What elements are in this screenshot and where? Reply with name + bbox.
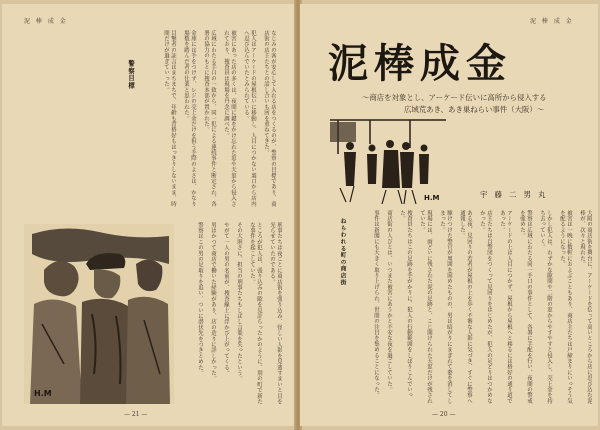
text-columns	[322, 210, 592, 404]
paragraph: 目撃者の証言はまちまちで、年齢も背格好もはっきりしないまま、時間だけが過ぎていった。	[163, 30, 176, 207]
paragraph: 事件は新聞にも大きく取り上げられ、世間の注目を集めることになった。	[373, 210, 379, 399]
paragraph: 刑事たちは夜ごとに商店街を張り込み、怪しい人影を見逃すまいと目を光らせていたのである。	[269, 222, 282, 405]
detectives-illustration	[24, 224, 174, 404]
paragraph: 犯人はアーケードの屋根伝いに移動し、人目につかない裏口から店内へ忍び込んでいたとみられている。	[243, 30, 256, 207]
page-number: — 20 —	[432, 411, 456, 418]
text-column-upper	[18, 30, 276, 212]
paragraph: 警察はこの男の足取りを追い、ついに潜伏先をつきとめた。	[197, 222, 203, 376]
subtitle-line-1: 〜商店を対象とし、アーケード伝いに高所から侵入する	[362, 93, 547, 102]
paragraph: ある夜、見回りの若者が屋根の上を歩く不審な人影に気づき、すぐに警察へ通報した。	[459, 210, 472, 404]
paragraph: 男はかつて商店で働いた経験があり、店の造りに詳しかった。	[210, 222, 216, 382]
section-heading: ねらわれる町の商店街	[339, 218, 345, 286]
paragraph: 警察は広域にわたる同一手口の事件として、各署に手配を行い、夜間の警戒を強めた。	[519, 210, 532, 404]
left-page	[2, 4, 297, 426]
right-page	[300, 4, 598, 426]
paragraph: ところが犯人は、張り込みの隙を見計らったかのように、別の町で新たな事件を起こしていた。	[249, 222, 262, 405]
paragraph: アーケードの上は人目につかず、屋根から屋根へと移るには格好の通り道であった。	[499, 210, 512, 404]
paragraph: 店主たちは自警団をつくって見回りをはじめたが、犯人の足どりはつかめなかった。	[479, 210, 492, 404]
subtitle-line-2: 広域荒あき、あき巣ねらい事件（大阪）〜	[404, 105, 545, 114]
paragraph: 駆けつけた警官が周囲を固めたものの、男は暗がりにまぎれて姿を消してしまった。	[439, 210, 452, 404]
illustration-signature: H.M	[424, 194, 440, 202]
author-name: 宇藤二男丸	[480, 190, 553, 199]
illustration-signature: H.M	[34, 389, 52, 398]
paragraph: 大阪の商店街を舞台に、アーケードを伝って高いところから店に忍び込む泥棒が、次々と現れた。	[579, 210, 592, 404]
page-number: — 21 —	[124, 411, 148, 418]
paragraph: しかし犯人は、わずかな隙間や二階の窓からやすやすと侵入し、売上金を持ち去っていく。	[539, 210, 552, 404]
paragraph: 捜査員たちはこの足跡を手がかりに、犯人の行動範囲をしぼりこんでいった。	[399, 210, 412, 399]
paragraph: 現場には、雨どいに残された泥の足跡と、こじ開けられた天窓だけが残されていた。	[419, 210, 432, 404]
paragraph: やがて一人の男の名前が、捜査線上に浮かび上がってくる。	[223, 222, 229, 376]
paragraph: 金庫には手をつけず、レジの売上金だけを狙う手際のよさは、かなり場数を踏んだ者の仕業と思われた。	[183, 30, 196, 207]
article-title: 泥棒成金	[328, 41, 512, 87]
paragraph: 広域にわたる手口の一致から、同一犯による連続事件と断定され、各署の協力のもとに捜査本部が置かれた。	[203, 30, 216, 207]
section-heading: 警察目標	[127, 60, 134, 90]
text-column-lower	[182, 222, 282, 407]
running-head: 泥 棒 成 金	[24, 18, 68, 25]
paragraph: 商店街の人びとは、いつまた被害にあうかと不安な夜を過ごしていた。	[386, 210, 392, 393]
paragraph: なじみの客が安心して入れる店をつくるのが、警察の目標であり、商店街の店主たちとの話し合いも回を重ねてきた。	[263, 30, 276, 207]
paragraph: 被害にあった店の多くは、夜間に鍵をかけ忘れた窓や天窓から侵入されており、捜査員は現場を丹念に調べた。	[223, 30, 236, 207]
paragraph: 被害は一晩に数軒におよぶこともあり、商店主たちは戸締まりにいっそう気を配るようになった。	[559, 210, 572, 404]
paragraph: その大胆さに、担当の刑事たちもしばし言葉を失ったという。	[236, 222, 242, 382]
running-head: 泥 棒 成 金	[530, 18, 574, 25]
street-crowd-illustration	[330, 114, 446, 204]
